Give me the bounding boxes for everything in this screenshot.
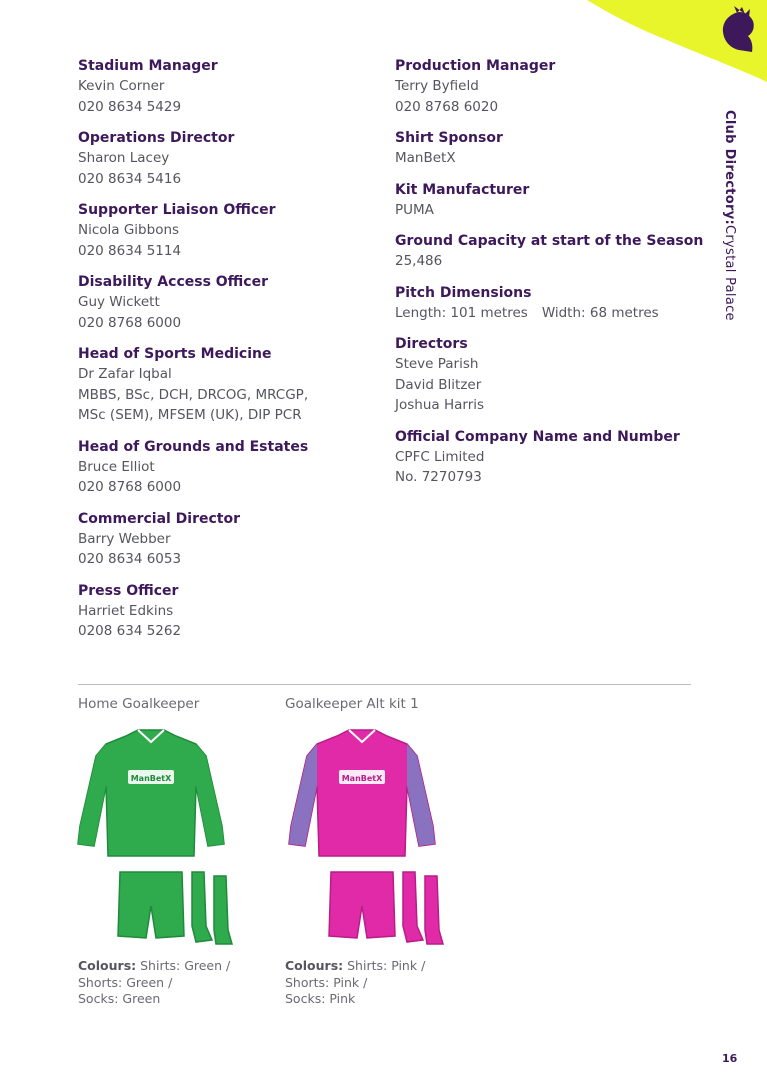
entry-title: Supporter Liaison Officer xyxy=(78,202,276,218)
entry-line: Sharon Lacey xyxy=(78,150,170,166)
pitch-dimensions-line xyxy=(395,303,705,324)
svg-text:ManBetX: ManBetX xyxy=(130,774,172,783)
entry-title: Ground Capacity at start of the Season xyxy=(395,233,704,249)
entry-line: Steve Parish xyxy=(395,356,479,372)
colours-label: Colours: xyxy=(285,958,344,973)
entry-line: ManBetX xyxy=(395,150,456,166)
kit-colours xyxy=(78,958,278,1008)
socks-icon xyxy=(403,872,443,944)
kit-goalkeeper-alt-1 xyxy=(285,696,426,1006)
entry-production-manager xyxy=(395,56,705,117)
entry-shirt-sponsor xyxy=(395,128,705,169)
entry-title: Disability Access Officer xyxy=(78,274,268,290)
entry-line: No. 7270793 xyxy=(395,469,482,485)
shorts-icon xyxy=(329,872,395,938)
entry-press-officer xyxy=(78,581,378,642)
colours-label: Colours: xyxy=(78,958,137,973)
colours-shirts: Shirts: Pink / xyxy=(347,958,426,973)
entry-head-of-grounds xyxy=(78,437,378,498)
entry-line: 020 8768 6000 xyxy=(78,314,182,331)
entry-line: Harriet Edkins xyxy=(78,602,174,619)
colours-socks: Socks: Pink xyxy=(285,991,356,1006)
entry-line: 020 8634 5416 xyxy=(78,170,182,187)
entry-title: Operations Director xyxy=(78,130,235,146)
entry-title: Official Company Name and Number xyxy=(395,428,680,445)
colours-shorts: Shorts: Green / xyxy=(78,974,173,990)
entry-line: PUMA xyxy=(395,201,434,218)
entry-line: 020 8768 6000 xyxy=(78,479,182,495)
entry-line: David Blitzer xyxy=(395,376,482,393)
entry-line: MBBS, BSc, DCH, DRCOG, MRCGP, xyxy=(78,386,309,403)
entry-pitch-dimensions xyxy=(395,283,705,324)
entry-line: CPFC Limited xyxy=(395,448,485,465)
entry-disability-access-officer xyxy=(78,272,378,333)
entry-line: Nicola Gibbons xyxy=(78,222,180,238)
page-number: 16 xyxy=(722,1052,738,1065)
kit-title: Goalkeeper Alt kit 1 xyxy=(285,696,419,712)
entry-line: Dr Zafar Iqbal xyxy=(78,366,172,382)
entry-line: 020 8634 5429 xyxy=(78,98,182,115)
kit-colours xyxy=(285,958,485,1008)
directory-right-column xyxy=(395,56,705,499)
entry-line: Joshua Harris xyxy=(395,397,485,413)
entry-title: Pitch Dimensions xyxy=(395,284,532,301)
shirt-icon xyxy=(78,730,224,856)
entry-company-name-number xyxy=(395,427,705,488)
kit-home-goalkeeper xyxy=(78,696,231,1006)
entry-title: Stadium Manager xyxy=(78,58,218,74)
entry-commercial-director xyxy=(78,509,378,570)
socks-icon xyxy=(192,872,232,944)
svg-text:ManBetX: ManBetX xyxy=(341,774,383,783)
section-divider xyxy=(78,684,691,685)
sidebar-section-label xyxy=(722,110,737,321)
entry-line: 0208 634 5262 xyxy=(78,623,182,639)
entry-line: 020 8634 5114 xyxy=(78,242,182,259)
club-directory-label: Club Directory: xyxy=(722,110,737,225)
entry-line: 25,486 xyxy=(395,253,443,269)
entry-line: Terry Byfield xyxy=(395,78,479,94)
entry-stadium-manager xyxy=(78,56,378,117)
entry-ground-capacity xyxy=(395,231,705,272)
entry-supporter-liaison-officer xyxy=(78,200,378,261)
pitch-width: Width: 68 metres xyxy=(541,304,659,321)
pitch-length: Length: 101 metres xyxy=(395,304,528,321)
entry-head-of-sports-medicine xyxy=(78,344,378,426)
goalkeeper-kit-illustration xyxy=(56,726,246,950)
shirt-icon xyxy=(289,730,435,856)
kit-title: Home Goalkeeper xyxy=(78,696,200,712)
entry-title: Production Manager xyxy=(395,58,556,74)
entry-title: Head of Sports Medicine xyxy=(78,346,272,362)
entry-title: Shirt Sponsor xyxy=(395,130,503,146)
entry-directors xyxy=(395,334,705,416)
goalkeeper-kit-illustration xyxy=(267,726,457,950)
entry-kit-manufacturer xyxy=(395,180,705,221)
entry-title: Directors xyxy=(395,336,468,352)
entry-line: Bruce Elliot xyxy=(78,458,155,475)
entry-title: Head of Grounds and Estates xyxy=(78,438,309,455)
entry-line: Barry Webber xyxy=(78,530,171,547)
entry-line: 020 8768 6020 xyxy=(395,98,499,115)
directory-left-column xyxy=(78,56,378,653)
entry-title: Press Officer xyxy=(78,582,179,599)
shorts-icon xyxy=(118,872,184,938)
entry-title: Commercial Director xyxy=(78,510,241,527)
club-name-label: Crystal Palace xyxy=(722,225,737,321)
entry-title: Kit Manufacturer xyxy=(395,181,530,198)
colours-socks: Socks: Green xyxy=(78,991,161,1006)
entry-operations-director xyxy=(78,128,378,189)
entry-line: 020 8634 6053 xyxy=(78,551,182,567)
entry-line: Kevin Corner xyxy=(78,78,165,94)
colours-shorts: Shorts: Pink / xyxy=(285,974,368,990)
entry-line: MSc (SEM), MFSEM (UK), DIP PCR xyxy=(78,407,302,423)
colours-shirts: Shirts: Green / xyxy=(140,958,231,973)
entry-line: Guy Wickett xyxy=(78,294,160,310)
